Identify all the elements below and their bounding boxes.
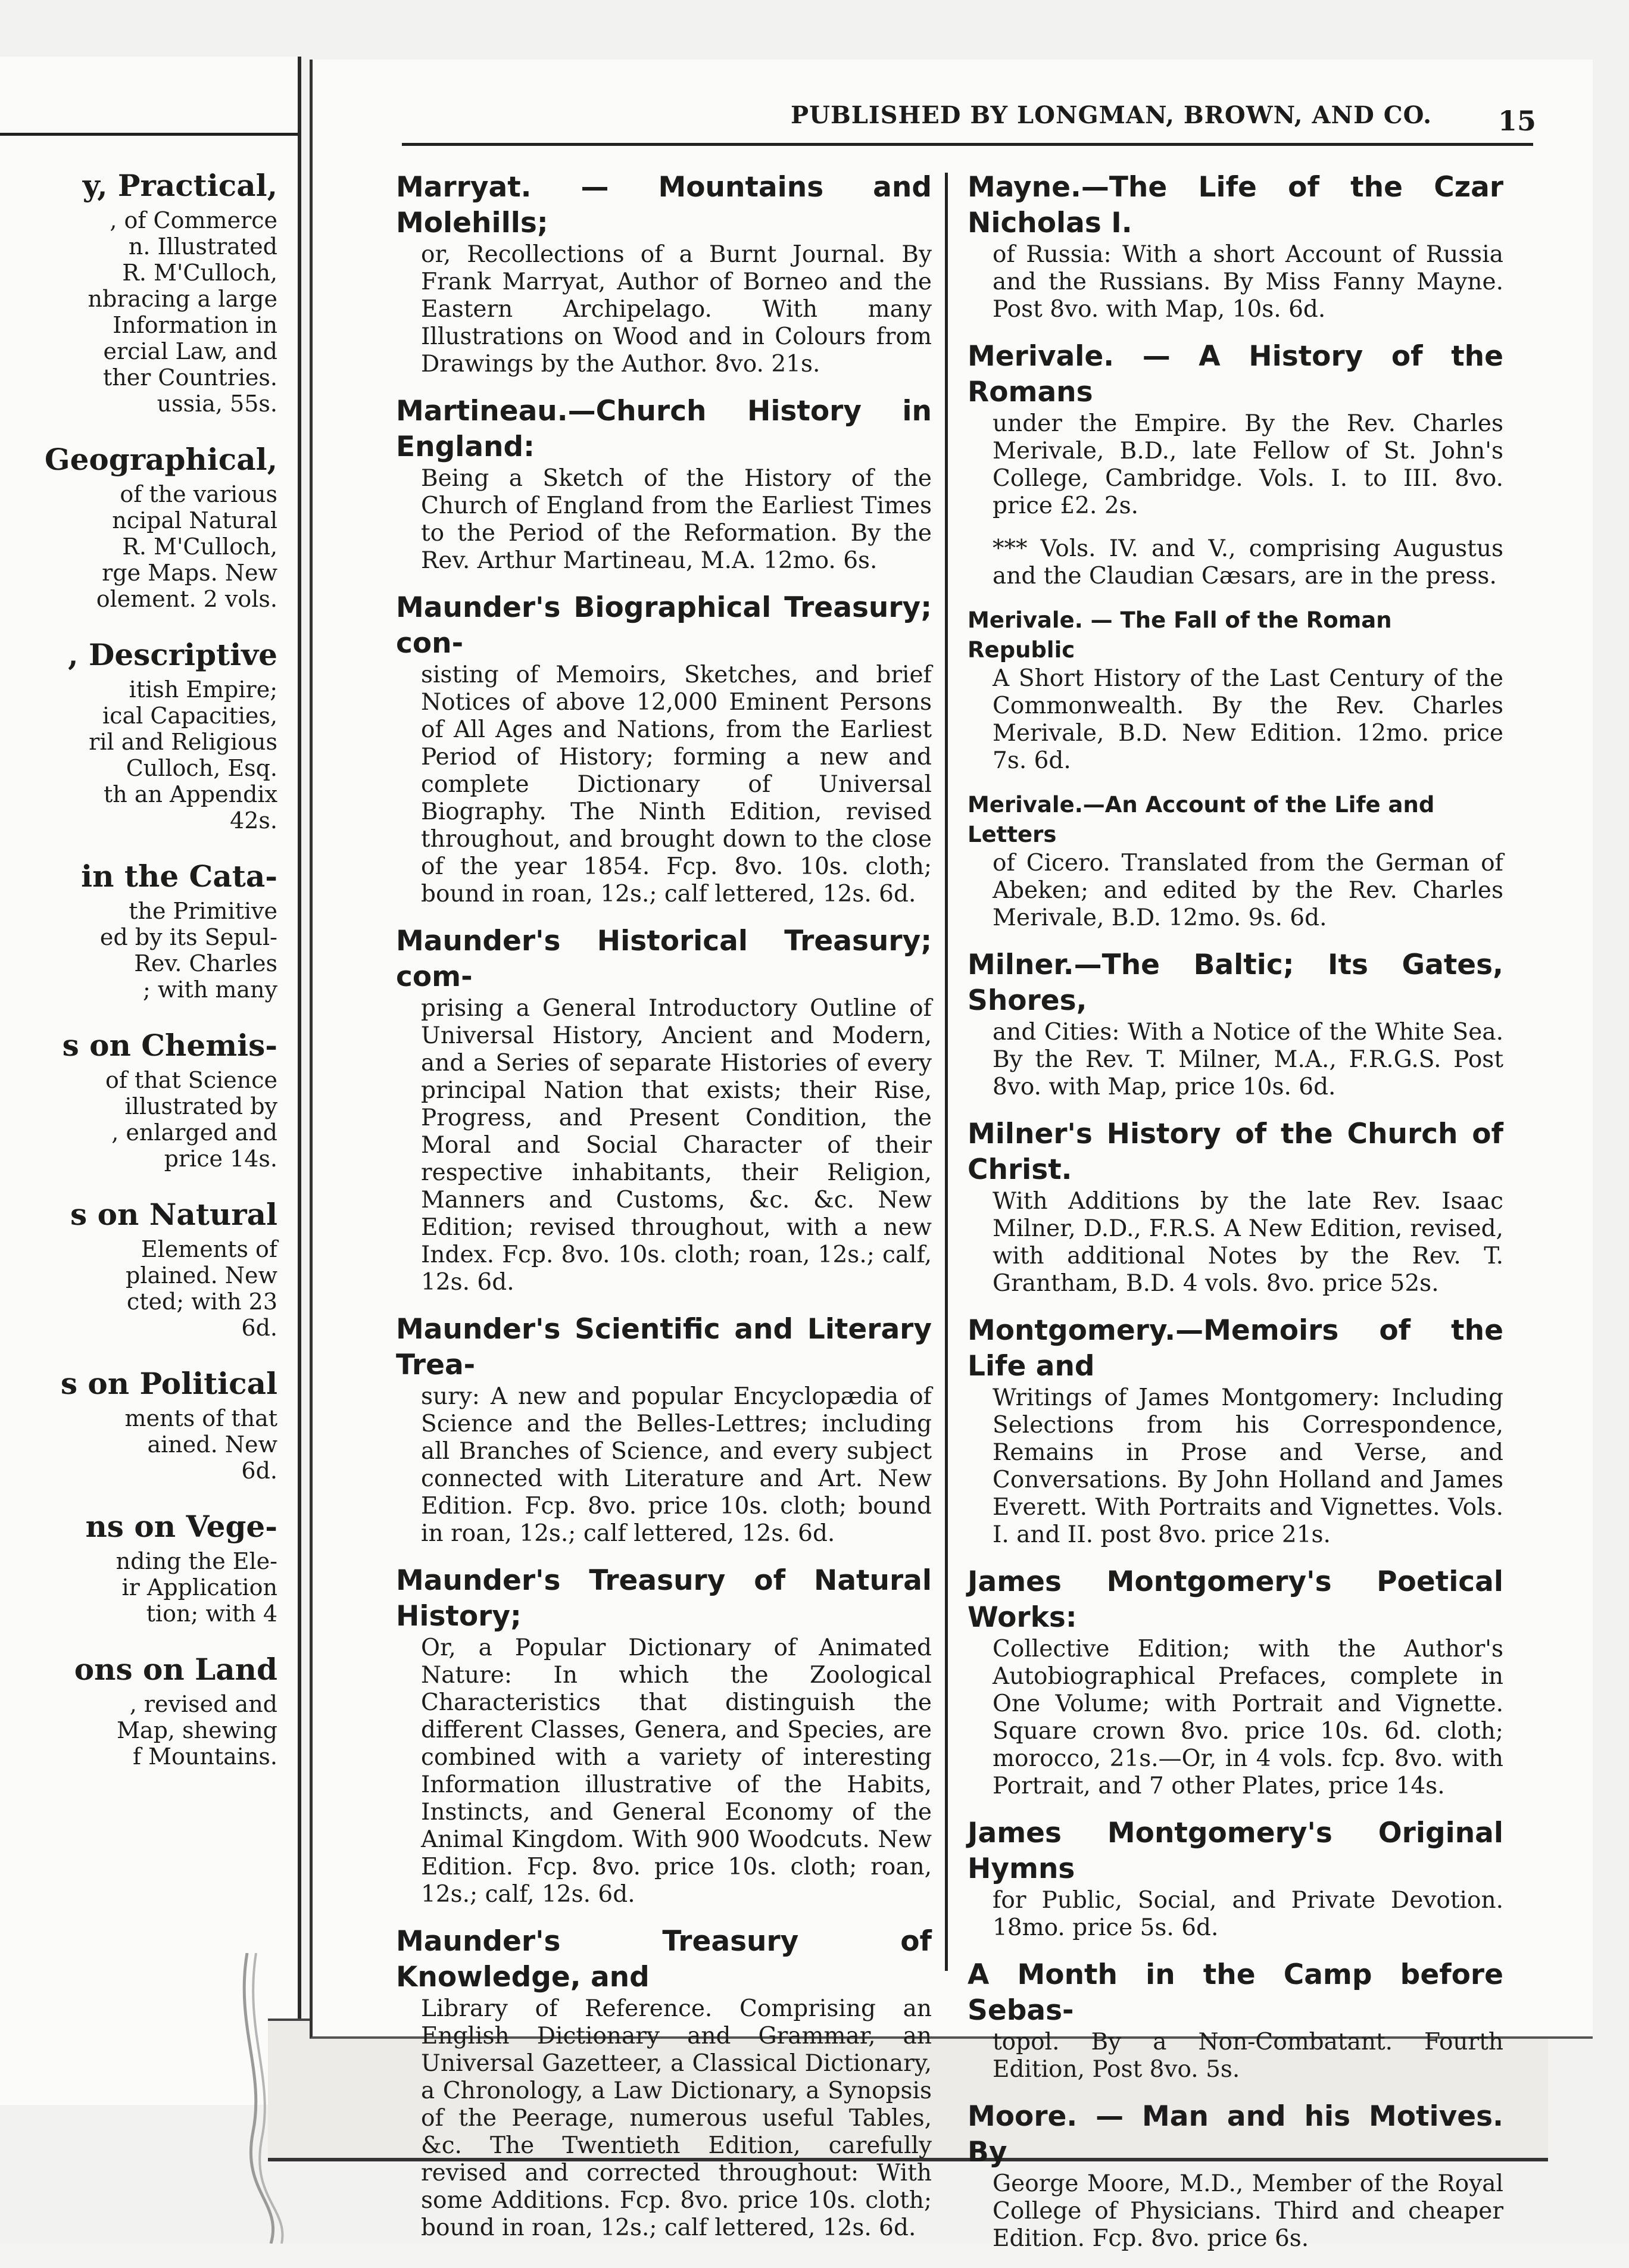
catalogue-entry [968, 1313, 1503, 1549]
entry-title: James Montgomery's Original Hymns [968, 1817, 1503, 1885]
fragment-line: nding the Ele- [116, 1548, 277, 1574]
fragment-line: ercial Law, and [103, 338, 277, 364]
fragment-heading: y, Practical, [82, 168, 277, 203]
fragment-line: ril and Religious [89, 729, 277, 755]
entry-title: James Montgomery's Poetical Works: [968, 1565, 1503, 1634]
fragment-line: Information in [113, 312, 277, 338]
fragment-line: ained. New [147, 1431, 277, 1458]
fragment-line: illustrated by [124, 1093, 277, 1119]
fragment-line: R. M'Culloch, [122, 534, 277, 560]
entry-title: Maunder's Historical Treasury; com- [396, 925, 932, 993]
fragment-line: Rev. Charles [134, 950, 277, 977]
fragment-heading: ons on Land [74, 1652, 277, 1687]
fragment-line: , of Commerce [110, 207, 277, 233]
fragment-heading: s on Political [60, 1366, 277, 1401]
fragment-line: 42s. [230, 807, 277, 834]
entry-title: Maunder's Biographical Treasury; con- [396, 591, 932, 660]
catalogue-entry [968, 1564, 1503, 1800]
fragment-line: , enlarged and [111, 1119, 277, 1146]
fragment-line: Culloch, Esq. [126, 755, 277, 781]
entry-description: and Cities: With a Notice of the White Sea. By the Rev. T. Milner, M.A., F.R.G.S. Post 8vo. with Map, price 10s. 6d. [993, 1019, 1503, 1100]
catalogue-entry [968, 339, 1503, 520]
fragment-heading: s on Chemis- [62, 1028, 277, 1063]
fragment-line: of the various [120, 481, 277, 507]
column-divider [945, 173, 948, 1971]
fragment-heading: s on Natural [70, 1197, 277, 1232]
right-column [968, 170, 1503, 2268]
entry-description: Or, a Popular Dictionary of Animated Nature: In which the Zoological Characteristics that distinguish the different Classes, Genera, and Species, are combined with a variety of interesting Information illustrative of the Habits, Instincts, and General Economy of the Animal Kingdom. With 900 Woodcuts. New Edition. Fcp. 8vo. price 10s. cloth; roan, 12s.; calf, 12s. 6d. [421, 1634, 932, 1908]
entry-title: Montgomery.—Memoirs of the Life and [968, 1314, 1503, 1383]
entry-title: Maunder's Treasury of Natural History; [396, 1564, 932, 1633]
catalogue-entry [968, 606, 1503, 775]
entry-title: Merivale. — A History of the Romans [968, 340, 1503, 408]
entry-description: sury: A new and popular Encyclopædia of Science and the Belles-Lettres; including all Branches of Science, and every subject connected with Literature and Art. New Edition. Fcp. 8vo. price 10s. cloth; bound in roan, 12s.; calf lettered, 12s. 6d. [421, 1383, 932, 1547]
fragment-line: n. Illustrated [128, 233, 277, 260]
fragment-line: of that Science [105, 1067, 277, 1093]
bookmark-string [229, 1953, 301, 2244]
catalogue-entry [968, 2099, 1503, 2253]
catalogue-entry [968, 947, 1503, 1101]
catalogue-entry [396, 1563, 932, 1908]
fragment-line: ; with many [142, 977, 277, 1003]
entry-description: Being a Sketch of the History of the Church of England from the Earliest Times to the Period of the Reformation. By the Rev. Arthur Martineau, M.A. 12mo. 6s. [421, 465, 932, 574]
entry-description: under the Empire. By the Rev. Charles Merivale, B.D., late Fellow of St. John's College, Cambridge. Vols. I. to III. 8vo. price £2. 2s. [993, 410, 1503, 519]
catalogue-entry [396, 170, 932, 378]
entry-title: Merivale.—An Account of the Life and Letters [968, 792, 1435, 847]
fragment-line: the Primitive [129, 898, 277, 924]
fragment-line: nbracing a large [88, 286, 277, 312]
entry-description: A Short History of the Last Century of the Commonwealth. By the Rev. Charles Merivale, B.D. New Edition. 12mo. price 7s. 6d. [993, 665, 1503, 774]
entry-description: or, Recollections of a Burnt Journal. By Frank Marryat, Author of Borneo and the Eastern Archipelago. With many Illustrations on Wood and in Colours from Drawings by the Author. 8vo. 21s. [421, 241, 932, 378]
entry-note: *** Vols. IV. and V., comprising Augustus and the Claudian Cæsars, are in the press. [993, 535, 1503, 589]
entry-title: Maunder's Treasury of Knowledge, and [396, 1925, 932, 1994]
entry-title: Mayne.—The Life of the Czar Nicholas I. [968, 171, 1503, 239]
fragment-line: ed by its Sepul- [99, 924, 277, 950]
entry-title: Moore. — Man and his Motives. By [968, 2100, 1503, 2169]
catalogue-entry [396, 924, 932, 1296]
fragment-line: f Mountains. [132, 1743, 277, 1770]
fragment-line: cted; with 23 [126, 1289, 277, 1315]
entry-title: Marryat. — Mountains and Molehills; [396, 171, 932, 239]
catalogue-entry [968, 1116, 1503, 1297]
fragment-line: ther Countries. [102, 364, 277, 391]
fragment-line: ir Application [121, 1574, 277, 1601]
entry-title: Milner.—The Baltic; Its Gates, Shores, [968, 949, 1503, 1017]
entry-title: Maunder's Scientific and Literary Trea- [396, 1313, 932, 1381]
entry-description: for Public, Social, and Private Devotion. 18mo. price 5s. 6d. [993, 1887, 1503, 1941]
catalogue-entry [968, 170, 1503, 323]
fragment-line: rge Maps. New [102, 560, 277, 586]
fragment-heading: in the Cata- [81, 859, 277, 894]
entry-description: topol. By a Non-Combatant. Fourth Edition, Post 8vo. 5s. [993, 2029, 1503, 2083]
entry-description: of Russia: With a short Account of Russia and the Russians. By Miss Fanny Mayne. Post 8vo. with Map, 10s. 6d. [993, 241, 1503, 323]
entry-description: of Cicero. Translated from the German of Abeken; and edited by the Rev. Charles Merivale, B.D. 12mo. 9s. 6d. [993, 850, 1503, 931]
fragment-heading: , Descriptive [68, 637, 277, 672]
left-column [396, 170, 932, 2257]
catalogue-entry [396, 1312, 932, 1548]
fragment-line: itish Empire; [129, 676, 277, 703]
entry-description: Collective Edition; with the Author's Autobiographical Prefaces, complete in One Volume; with Portrait and Vignette. Square crown 8vo. price 10s. 6d. cloth; morocco, 21s.—Or, in 4 vols. fcp. 8vo. with Portrait, and 7 other Plates, price 14s. [993, 1636, 1503, 1799]
entry-title: A Month in the Camp before Sebas- [968, 1958, 1503, 2027]
entry-description: George Moore, M.D., Member of the Royal College of Physicians. Third and cheaper Edition. Fcp. 8vo. price 6s. [993, 2170, 1503, 2252]
fragment-line: ussia, 55s. [157, 391, 277, 417]
catalogue-entry [968, 1815, 1503, 1942]
fragment-heading: ns on Vege- [85, 1509, 277, 1544]
fragment-line: price 14s. [164, 1146, 277, 1172]
catalogue-entry [396, 394, 932, 575]
fragment-line: 6d. [241, 1458, 277, 1484]
running-head: PUBLISHED BY LONGMAN, BROWN, AND CO. [791, 101, 1432, 129]
fragment-line: olement. 2 vols. [96, 586, 277, 612]
facing-page-fragment [0, 57, 301, 2105]
entry-description: sisting of Memoirs, Sketches, and brief Notices of above 12,000 Eminent Persons of All Ages and Nations, from the Earliest Period of History; forming a new and complete Dictionary of Universal Biography. The Ninth Edition, revised throughout, and brought down to the close of the year 1854. Fcp. 8vo. 10s. cloth; bound in roan, 12s.; calf lettered, 12s. 6d. [421, 662, 932, 907]
entry-description: Writings of James Montgomery: Including Selections from his Correspondence, Remains in Prose and Verse, and Conversations. By John Holland and James Everett. With Portraits and Vignettes. Vols. I. and II. post 8vo. price 21s. [993, 1384, 1503, 1548]
entry-title: Merivale. — The Fall of the Roman Republic [968, 607, 1392, 663]
catalogue-entry [396, 1924, 932, 2242]
facing-page-rule [0, 133, 298, 136]
fragment-line: 6d. [241, 1315, 277, 1341]
fragment-line: ical Capacities, [102, 703, 277, 729]
fragment-heading: Geographical, [44, 442, 277, 477]
catalogue-entry [968, 1957, 1503, 2083]
fragment-line: ments of that [124, 1405, 277, 1431]
fragment-line: Map, shewing [117, 1717, 277, 1743]
fragment-line: R. M'Culloch, [122, 260, 277, 286]
page-number: 15 [1497, 105, 1536, 137]
fragment-line: ncipal Natural [112, 507, 277, 534]
entry-description: prising a General Introductory Outline of Universal History, Ancient and Modern, and a Series of separate Histories of every principal Nation that exists; their Rise, Progress, and Present Condition, the Moral and Social Character of their respective inhabitants, their Religion, Manners and Customs, &c. &c. New Edition; revised throughout, with a new Index. Fcp. 8vo. 10s. cloth; roan, 12s.; calf, 12s. 6d. [421, 995, 932, 1296]
fragment-line: th an Appendix [104, 781, 277, 807]
entry-title: Martineau.—Church History in England: [396, 395, 932, 463]
fragment-line: tion; with 4 [146, 1601, 277, 1627]
entry-description: With Additions by the late Rev. Isaac Milner, D.D., F.R.S. A New Edition, revised, with additional Notes by the Rev. T. Grantham, B.D. 4 vols. 8vo. price 52s. [993, 1188, 1503, 1297]
catalogue-entry [968, 790, 1503, 932]
catalogue-page [310, 60, 1593, 2252]
catalogue-entry [396, 590, 932, 908]
fragment-line: , revised and [129, 1691, 277, 1717]
header-rule [402, 143, 1533, 146]
fragment-line: plained. New [126, 1262, 277, 1289]
entry-description: Library of Reference. Comprising an English Dictionary and Grammar, an Universal Gazetteer, a Classical Dictionary, a Chronology, a Law Dictionary, a Synopsis of the Peerage, numerous useful Tables, &c. The Twentieth Edition, carefully revised and corrected throughout: With some Additions. Fcp. 8vo. price 10s. cloth; bound in roan, 12s.; calf lettered, 12s. 6d. [421, 1995, 932, 2241]
fragment-line: Elements of [141, 1236, 277, 1262]
entry-title: Milner's History of the Church of Christ. [968, 1118, 1503, 1186]
